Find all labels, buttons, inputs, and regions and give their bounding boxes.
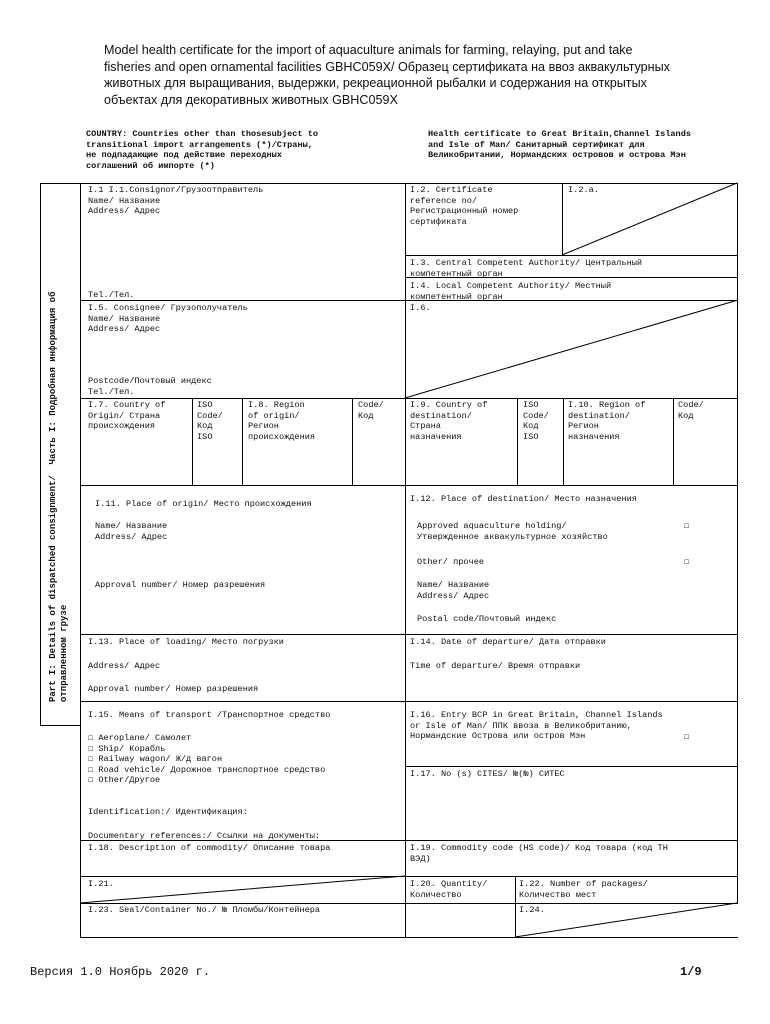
i12-holding-checkbox[interactable]: ☐ <box>684 521 690 531</box>
i11-approval: Approval number/ Номер разрешения <box>95 580 266 590</box>
i5-consignee: I.5. Consignee/ Грузополучатель Name/ Название Address/ Адрес <box>88 303 248 334</box>
i15-identification: Identification:/ Идентификация: <box>88 807 248 817</box>
i15-transport-options: ☐ Aeroplane/ Самолет ☐ Ship/ Корабль ☐ Railway wagon/ Ж/д вагон ☐ Road vehicle/ Дорожное транспортное средство ☐ Other/Другое <box>88 733 326 785</box>
i12-other: Other/ прочее <box>417 557 485 567</box>
i21-strike-line <box>80 876 406 904</box>
i13-address: Address/ Адрес <box>88 661 161 671</box>
part-one-side-label: Part I: Details of dispatched consignment/ Часть I: Подробная информация об отправленном грузе <box>48 291 69 702</box>
i11-place-of-origin: I.11. Place of origin/ Место происхождения <box>95 499 312 509</box>
i24-strike-line <box>515 903 738 938</box>
i11-name-address: Name/ Название Address/ Адрес <box>95 521 168 542</box>
i22-number-of-packages: I.22. Number of packages/ Количество мест <box>519 879 648 900</box>
footer-page-number: 1/9 <box>680 965 702 979</box>
i24-box: I.24. <box>519 905 545 915</box>
i14-time-of-departure: Time of departure/ Время отправки <box>410 661 581 671</box>
i2a-box: I.2.a. <box>568 185 599 195</box>
i8-region-of-origin: I.8. Region of origin/ Регион происхождения <box>248 400 316 442</box>
i7-country-of-origin: I.7. Country of Origin/ Страна происхождения <box>88 400 166 431</box>
i16-checkbox[interactable]: ☐ <box>684 732 690 742</box>
i8-code: Code/ Код <box>358 400 384 421</box>
i15-documentary-references: Documentary references:/ Ссылки на документы: <box>88 831 321 841</box>
i14-date-of-departure: I.14. Date of departure/ Дата отправки <box>410 637 606 647</box>
i13-place-of-loading: I.13. Place of loading/ Место погрузки <box>88 637 284 647</box>
i1-consignor: I.1 I.1.Consignor/Грузоотправитель Name/ Название Address/ Адрес <box>88 185 264 216</box>
i1-tel: Tel./Тел. <box>88 290 135 300</box>
i10-region-of-destination: I.10. Region of destination/ Регион назначения <box>568 400 646 442</box>
i12-other-checkbox[interactable]: ☐ <box>684 557 690 567</box>
footer-version: Версия 1.0 Ноябрь 2020 г. <box>30 965 211 979</box>
i20-quantity: I.20. Quantity/ Количество <box>410 879 488 900</box>
i12-place-of-destination: I.12. Place of destination/ Место назначения <box>410 494 637 504</box>
i17-cites-number: I.17. No (s) CITES/ №(№) СИТЕС <box>410 769 565 779</box>
country-note: COUNTRY: Countries other than thosesubject to transitional import arrangements (*)/Страны, не подпадающие под действие переходных соглашений об импорте (*) <box>86 129 319 171</box>
i16-entry-bcp: I.16. Entry BCP in Great Britain, Channel Islands or Isle of Man/ ППК ввоза в Великобританию, Нормандские Острова или остров Мэн <box>410 710 663 741</box>
i15-means-of-transport: I.15. Means of transport /Транспортное средство <box>88 710 331 720</box>
i13-approval: Approval number/ Номер разрешения <box>88 684 259 694</box>
i9-iso-code: ISO Code/ Код ISO <box>523 400 549 442</box>
i23-seal-container: I.23. Seal/Container No./ № Пломбы/Контейнера <box>88 905 321 915</box>
i9-country-of-destination: I.9. Country of destination/ Страна назначения <box>410 400 488 442</box>
i10-code: Code/ Код <box>678 400 704 421</box>
i5-postcode-tel: Postcode/Почтовый индекс Tel./Тел. <box>88 376 212 397</box>
i4-local-authority: I.4. Local Competent Authority/ Местный компетентный орган <box>410 281 612 302</box>
certificate-form <box>40 183 738 938</box>
i12-name-address: Name/ Название Address/ Адрес <box>417 580 490 601</box>
i6-box: I.6. <box>410 303 431 313</box>
i21-box: I.21. <box>88 879 114 889</box>
i12-approved-holding: Approved aquaculture holding/ Утвержденное аквакультурное хозяйство <box>417 521 608 542</box>
i12-postal-code: Postal code/Почтовый индекс <box>417 614 557 624</box>
i2-certificate-reference: I.2. Certificate reference no/ Регистрационный номер сертификата <box>410 185 519 227</box>
i18-description-of-commodity: I.18. Description of commodity/ Описание товара <box>88 843 331 853</box>
i3-central-authority: I.3. Central Competent Authority/ Центральный компетентный орган <box>410 258 643 279</box>
i7-iso-code: ISO Code/ Код ISO <box>197 400 223 442</box>
document-title: Model health certificate for the import of aquaculture animals for farming, relaying, put and take fisheries and open ornamental facilities GBHC059X/ Образец сертификата на ввоз аквакультурных животных для выращивания, выдержки, рекреационной рыбалки и содержания на открытых объектах для декоративных животных GBHC059X <box>104 43 670 107</box>
certificate-heading: Health certificate to Great Britain,Channel Islands and Isle of Man/ Санитарный сертификат для Великобритании, Нормандских островов и острова Мэн <box>428 129 692 160</box>
i6-strike-line <box>405 300 738 399</box>
i19-commodity-code: I.19. Commodity code (HS code)/ Код товара (код ТН ВЭД) <box>410 843 668 864</box>
